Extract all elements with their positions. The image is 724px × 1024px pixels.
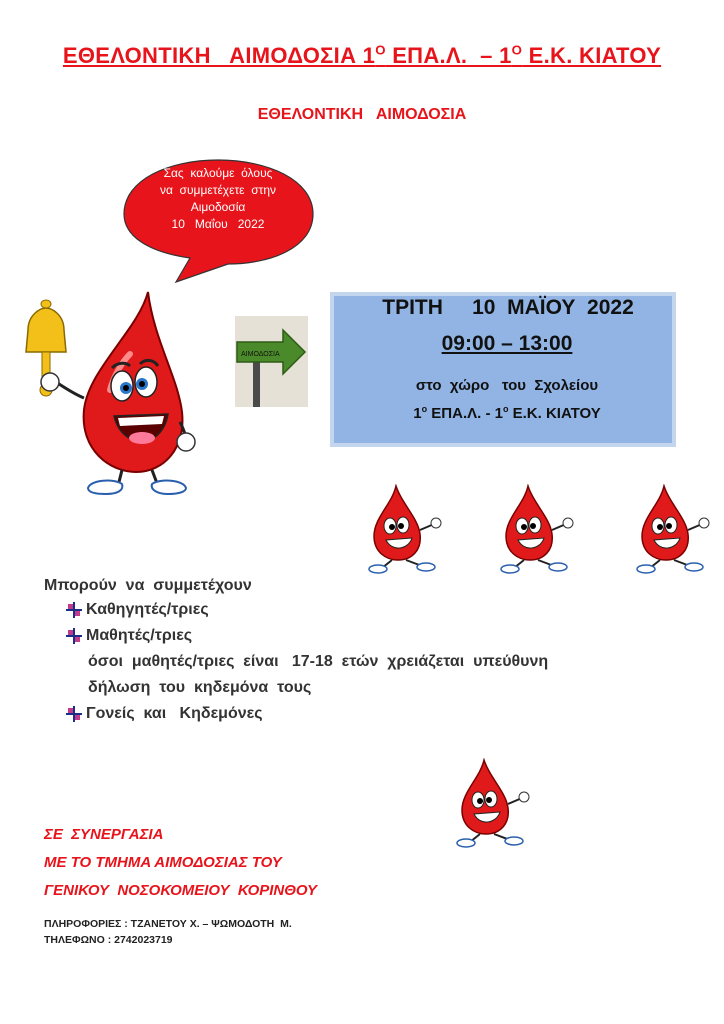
bullet-icon — [66, 628, 82, 644]
list-item-label: Μαθητές/τριες — [86, 627, 193, 644]
bullet-icon — [66, 706, 82, 722]
list-item-label: Καθηγητές/τριες — [86, 601, 209, 618]
running-blood-drop-icon — [450, 758, 532, 848]
list-item — [66, 627, 192, 645]
bubble-line: να συμμετέχετε στην — [159, 183, 277, 197]
cooperation-line: ΣΕ ΣΥΝΕΡΓΑΣΙΑ — [44, 826, 164, 843]
note-line: όσοι μαθητές/τριες είναι 17-18 ετών χρειάζεται υπεύθυνη — [88, 653, 549, 670]
running-blood-drop-icon — [494, 484, 576, 574]
blood-drop-mascot-with-bell-icon — [18, 290, 198, 500]
bubble-line: Σας καλούμε όλους — [163, 166, 273, 180]
contact-phone: ΤΗΛΕΦΩΝΟ : 2742023719 — [44, 934, 173, 946]
contact-info: ΠΛΗΡΟΦΟΡΙΕΣ : ΤΖΑΝΕΤΟΥ Χ. – ΨΩΜΟΔΟΤΗ Μ. — [44, 918, 292, 930]
note-line: δήλωση του κηδεμόνα τους — [88, 679, 312, 696]
cooperation-line: ΓΕΝΙΚΟΥ ΝΟΣΟΚΟΜΕΙΟΥ ΚΟΡΙΝΘΟΥ — [44, 882, 318, 899]
running-blood-drop-icon — [362, 484, 444, 574]
list-item — [66, 705, 263, 723]
bubble-text — [148, 165, 288, 233]
running-blood-drop-icon — [630, 484, 712, 574]
event-date: ΤΡΙΤΗ 10 ΜΑΪΟΥ 2022 — [382, 296, 634, 319]
event-time: 09:00 – 13:00 — [441, 332, 573, 355]
page-title: ΕΘΕΛΟΝΤΙΚΗ ΑΙΜΟΔΟΣΙΑ $1^O$ ΕΠΑ.Λ. – $1^O$ Ε.Κ. ΚΙΑΤΟΥ — [62, 42, 662, 68]
list-item-label: Γονείς και Κηδεμόνες — [86, 705, 263, 722]
list-item — [66, 601, 209, 619]
sign-label: ΑΙΜΟΔΟΣΙΑ — [241, 351, 280, 358]
cooperation-line: ΜΕ ΤΟ ΤΜΗΜΑ ΑΙΜΟΔΟΣΙΑΣ ΤΟΥ — [44, 854, 282, 871]
participants-heading: Μπορούν να συμμετέχουν — [44, 577, 252, 594]
event-school: $1^o$ ΕΠΑ.Λ. - $1^o$ Ε.Κ. ΚΙΑΤΟΥ — [413, 404, 601, 422]
blood-donation-sign-icon — [235, 316, 308, 407]
bubble-line: Αιμοδοσία — [190, 200, 246, 214]
page-subtitle: ΕΘΕΛΟΝΤΙΚΗ ΑΙΜΟΔΟΣΙΑ — [257, 106, 467, 123]
bubble-line: 10 Μαΐου 2022 — [171, 217, 265, 231]
bullet-icon — [66, 602, 82, 618]
event-place: στο χώρο του Σχολείου — [415, 377, 599, 394]
